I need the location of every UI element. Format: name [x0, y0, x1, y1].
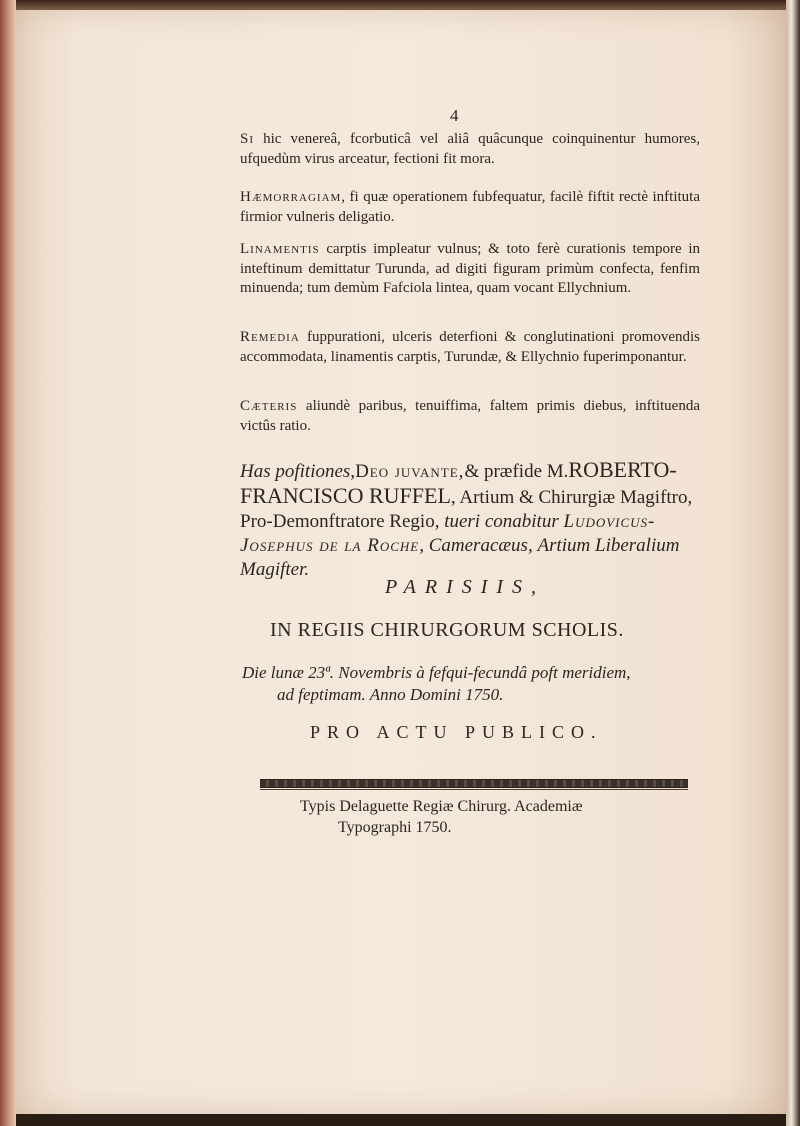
has-positiones: Has pofitiones, [240, 461, 356, 482]
praeses-titles: , Artium & Chirurgiæ Magiftro, Pro-Demonftratore Regio, [240, 487, 693, 532]
paragraph-1 [240, 130, 700, 169]
paragraph-1-text: hic venereâ, fcorbuticâ vel aliâ quâcunque coinquinentur humores, ufquedùm virus arceatur, fectioni fit mora. [240, 131, 700, 167]
tueri-conabitur: tueri conabitur [444, 511, 559, 532]
artium-magister: Artium Liberalium Magifter. [240, 535, 680, 580]
place-schools: IN REGIIS CHIRURGORUM SCHOLIS. [270, 619, 624, 641]
page-number: 4 [450, 106, 459, 125]
ornamental-rule-underline [260, 789, 688, 790]
paragraph-2-text: , fi quæ operationem fubfequatur, facilè fiftit rectè inftituta firmior vulneris deligatio. [240, 189, 700, 225]
paragraph-3-lead: Linamentis [240, 241, 320, 257]
deo-juvante: Deo juvante, [355, 461, 465, 482]
printer-imprint [300, 796, 700, 838]
respondent-name: Ludovicus-Josephus de la Roche [240, 511, 656, 556]
printer-line-1: Typis Delaguette Regiæ Chirurg. Academiæ [300, 798, 583, 815]
date-line-2: ad feptimam. Anno Domini 1750. [277, 685, 504, 704]
left-page-edge [0, 0, 16, 1126]
printer-line-2: Typographi 1750. [338, 819, 452, 836]
paragraph-5 [240, 397, 700, 436]
paragraph-4-text: fuppurationi, ulceris deterfioni & conglutinationi promovendis accommodata, linamentis carptis, Turundæ, & Ellychnio fuperimponantur. [240, 329, 700, 365]
praeside: & præfide M. [464, 461, 569, 482]
paragraph-3 [240, 240, 700, 299]
paragraph-4-lead: Remedia [240, 329, 300, 345]
cameraceus: , Cameracæus, [419, 535, 533, 556]
paragraph-5-lead: Cæteris [240, 398, 298, 414]
pro-actu-publico: PRO ACTU PUBLICO. [310, 722, 603, 742]
paragraph-5-text: aliundè paribus, tenuiffima, faltem primis diebus, inftituenda victûs ratio. [240, 398, 700, 434]
date-line [242, 662, 712, 706]
paragraph-2 [240, 188, 700, 227]
place-city: PARISIIS, [385, 576, 546, 598]
praeses-name: ROBERTO-FRANCISCO RUFFEL [240, 457, 677, 508]
paragraph-1-lead: Si [240, 131, 255, 147]
date-line-1: Die lunæ 23ª. Novembris à fefqui-fecundâ poft meridiem, [242, 663, 631, 682]
thesis-statement [240, 458, 710, 582]
paragraph-3-text: carptis impleatur vulnus; & toto ferè curationis tempore in inteftinum demittatur Turunda, ad digiti figuram primùm confecta, fenfim minuenda; tum demùm Fafciola lintea, quam vocant Ellychnium. [240, 241, 700, 296]
paragraph-2-lead: Hæmorragiam [240, 189, 342, 205]
right-page-edge [786, 0, 800, 1126]
ornamental-rule [260, 779, 688, 788]
paragraph-4 [240, 328, 700, 367]
